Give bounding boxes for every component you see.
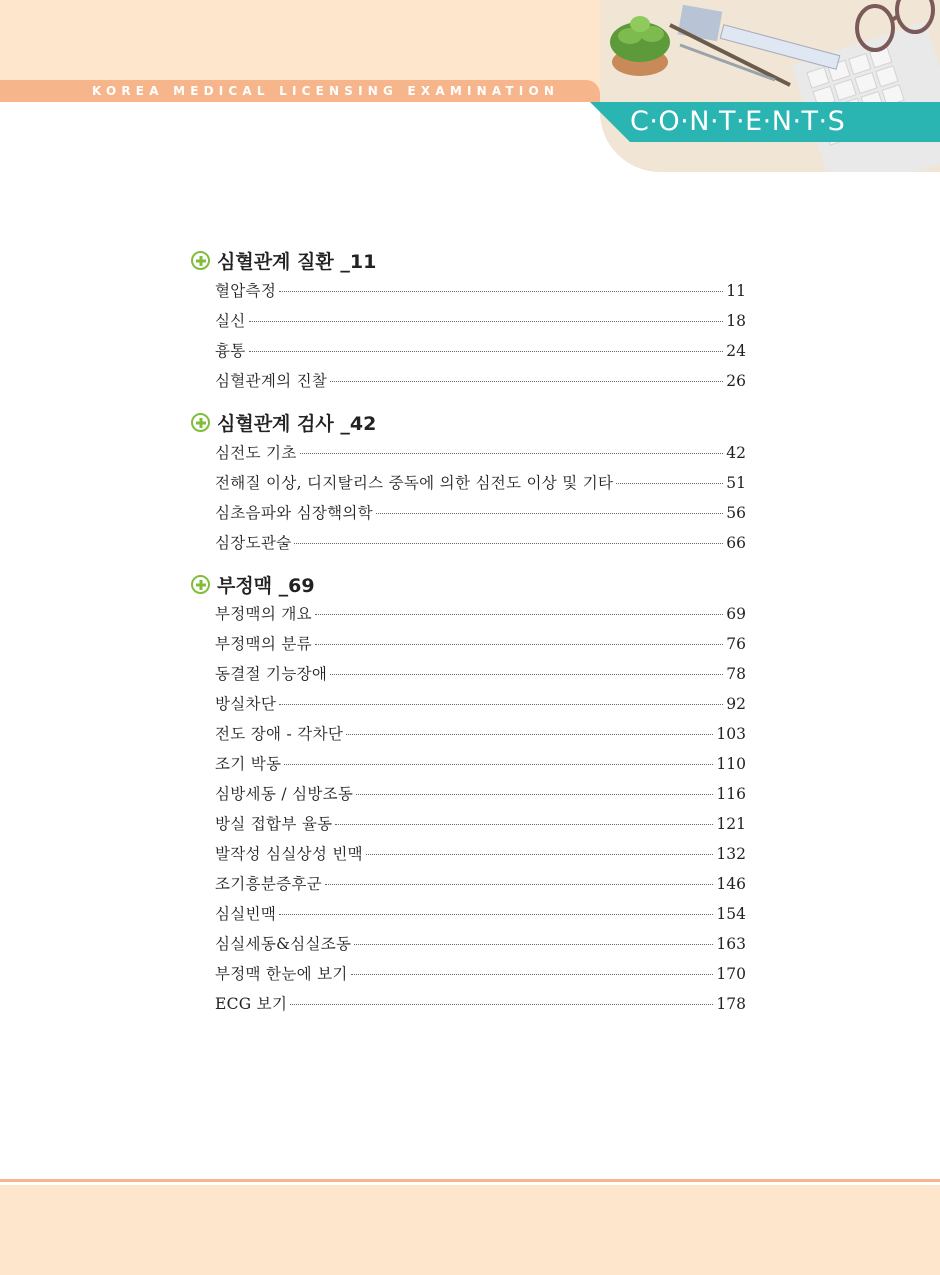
toc-entry[interactable] [215, 501, 746, 525]
toc-page-number: 42 [726, 444, 746, 462]
dot-leader [294, 543, 723, 544]
footer-band [0, 1185, 940, 1275]
toc-page-number: 121 [716, 815, 746, 833]
toc-page-number: 154 [716, 905, 746, 923]
dot-leader [376, 513, 723, 514]
toc-entry[interactable] [215, 339, 746, 363]
toc-label: 심실빈맥 [215, 905, 277, 923]
toc-entry[interactable] [215, 602, 746, 626]
toc-label: 심혈관계의 진찰 [215, 372, 328, 390]
toc-label: 발작성 심실상성 빈맥 [215, 845, 363, 863]
toc-page-number: 146 [716, 875, 746, 893]
toc-page-number: 92 [726, 695, 746, 713]
toc-page-number: 11 [726, 282, 746, 300]
dot-leader [300, 453, 724, 454]
footer-line [0, 1179, 940, 1182]
toc-label: 전도 장애 - 각차단 [215, 725, 344, 743]
toc-label: 심전도 기초 [215, 444, 297, 462]
toc-page-number: 78 [726, 665, 746, 683]
toc-page-number: 24 [726, 342, 746, 360]
toc-entry[interactable] [215, 531, 746, 555]
dot-leader [335, 824, 713, 825]
dot-leader [279, 291, 723, 292]
dot-leader [315, 644, 723, 645]
plus-circle-icon [191, 251, 210, 270]
toc-label: 방실 접합부 율동 [215, 815, 333, 833]
toc-entry[interactable] [215, 992, 746, 1016]
section-title: 부정맥 _69 [217, 575, 315, 597]
dot-leader [351, 974, 714, 975]
toc-page-number: 110 [716, 755, 746, 773]
toc-page-number: 26 [726, 372, 746, 390]
toc-label: 혈압측정 [215, 282, 277, 300]
toc-entry[interactable] [215, 369, 746, 393]
pencil-image [680, 45, 775, 80]
dot-leader [616, 483, 723, 484]
toc-page-number: 56 [726, 504, 746, 522]
notebook-image [678, 5, 723, 41]
toc-label: 동결절 기능장애 [215, 665, 328, 683]
dot-leader [249, 351, 724, 352]
toc-entry[interactable] [215, 932, 746, 956]
toc-label: 흉통 [215, 342, 246, 360]
toc-entry[interactable] [215, 692, 746, 716]
toc-page-number: 170 [716, 965, 746, 983]
toc-page-number: 51 [726, 474, 746, 492]
dot-leader [330, 381, 723, 382]
keyboard-image [792, 22, 940, 172]
dot-leader [354, 944, 713, 945]
toc-label: 부정맥 한눈에 보기 [215, 965, 348, 983]
toc-label: 전해질 이상, 디지탈리스 중독에 의한 심전도 이상 및 기타 [215, 474, 614, 492]
toc-entry[interactable] [215, 662, 746, 686]
toc-label: 조기흥분증후군 [215, 875, 322, 893]
dot-leader [249, 321, 724, 322]
header-photo [600, 0, 940, 172]
plant-image [610, 16, 670, 76]
dot-leader [330, 674, 723, 675]
toc-entry[interactable] [215, 309, 746, 333]
toc-label: 심방세동 / 심방조동 [215, 785, 354, 803]
section-title: 심혈관계 질환 _11 [217, 251, 377, 273]
toc-entry[interactable] [215, 842, 746, 866]
dot-leader [279, 704, 723, 705]
contents-title: C·O·N·T·E·N·T·S [630, 106, 846, 137]
dot-leader [346, 734, 713, 735]
section-heading [191, 571, 315, 598]
toc-entry[interactable] [215, 632, 746, 656]
dot-leader [290, 1004, 713, 1005]
toc-label: 부정맥의 개요 [215, 605, 312, 623]
toc-entry[interactable] [215, 722, 746, 746]
section-heading [191, 247, 376, 274]
dot-leader [366, 854, 713, 855]
toc-label: 심실세동&심실조동 [215, 935, 352, 953]
toc-page-number: 18 [726, 312, 746, 330]
dot-leader [325, 884, 713, 885]
section-title: 심혈관계 검사 _42 [217, 413, 377, 435]
toc-entry[interactable] [215, 962, 746, 986]
toc-entry[interactable] [215, 872, 746, 896]
toc-entry[interactable] [215, 752, 746, 776]
plus-circle-icon [191, 575, 210, 594]
toc-page-number: 69 [726, 605, 746, 623]
toc-page-number: 132 [716, 845, 746, 863]
plus-circle-icon [191, 413, 210, 432]
toc-entry[interactable] [215, 782, 746, 806]
toc-label: ECG 보기 [215, 995, 288, 1013]
toc-label: 심초음파와 심장핵의학 [215, 504, 373, 522]
toc-label: 방실차단 [215, 695, 277, 713]
dot-leader [315, 614, 723, 615]
toc-page-number: 163 [716, 935, 746, 953]
dot-leader [284, 764, 713, 765]
section-heading [191, 409, 376, 436]
ruler-image [720, 25, 840, 70]
toc-page-number: 103 [716, 725, 746, 743]
toc-label: 실신 [215, 312, 246, 330]
toc-page-number: 116 [716, 785, 746, 803]
toc-label: 심장도관술 [215, 534, 292, 552]
dot-leader [279, 914, 713, 915]
toc-page-number: 66 [726, 534, 746, 552]
toc-entry[interactable] [215, 902, 746, 926]
toc-page-number: 76 [726, 635, 746, 653]
toc-entry[interactable] [215, 441, 746, 465]
dot-leader [356, 794, 713, 795]
toc-label: 조기 박동 [215, 755, 282, 773]
toc-label: 부정맥의 분류 [215, 635, 312, 653]
toc-entry[interactable] [215, 812, 746, 836]
toc-page-number: 178 [716, 995, 746, 1013]
header-subtitle: KOREA MEDICAL LICENSING EXAMINATION [92, 84, 560, 98]
toc-entry[interactable] [215, 279, 746, 303]
toc-entry[interactable] [215, 471, 746, 495]
